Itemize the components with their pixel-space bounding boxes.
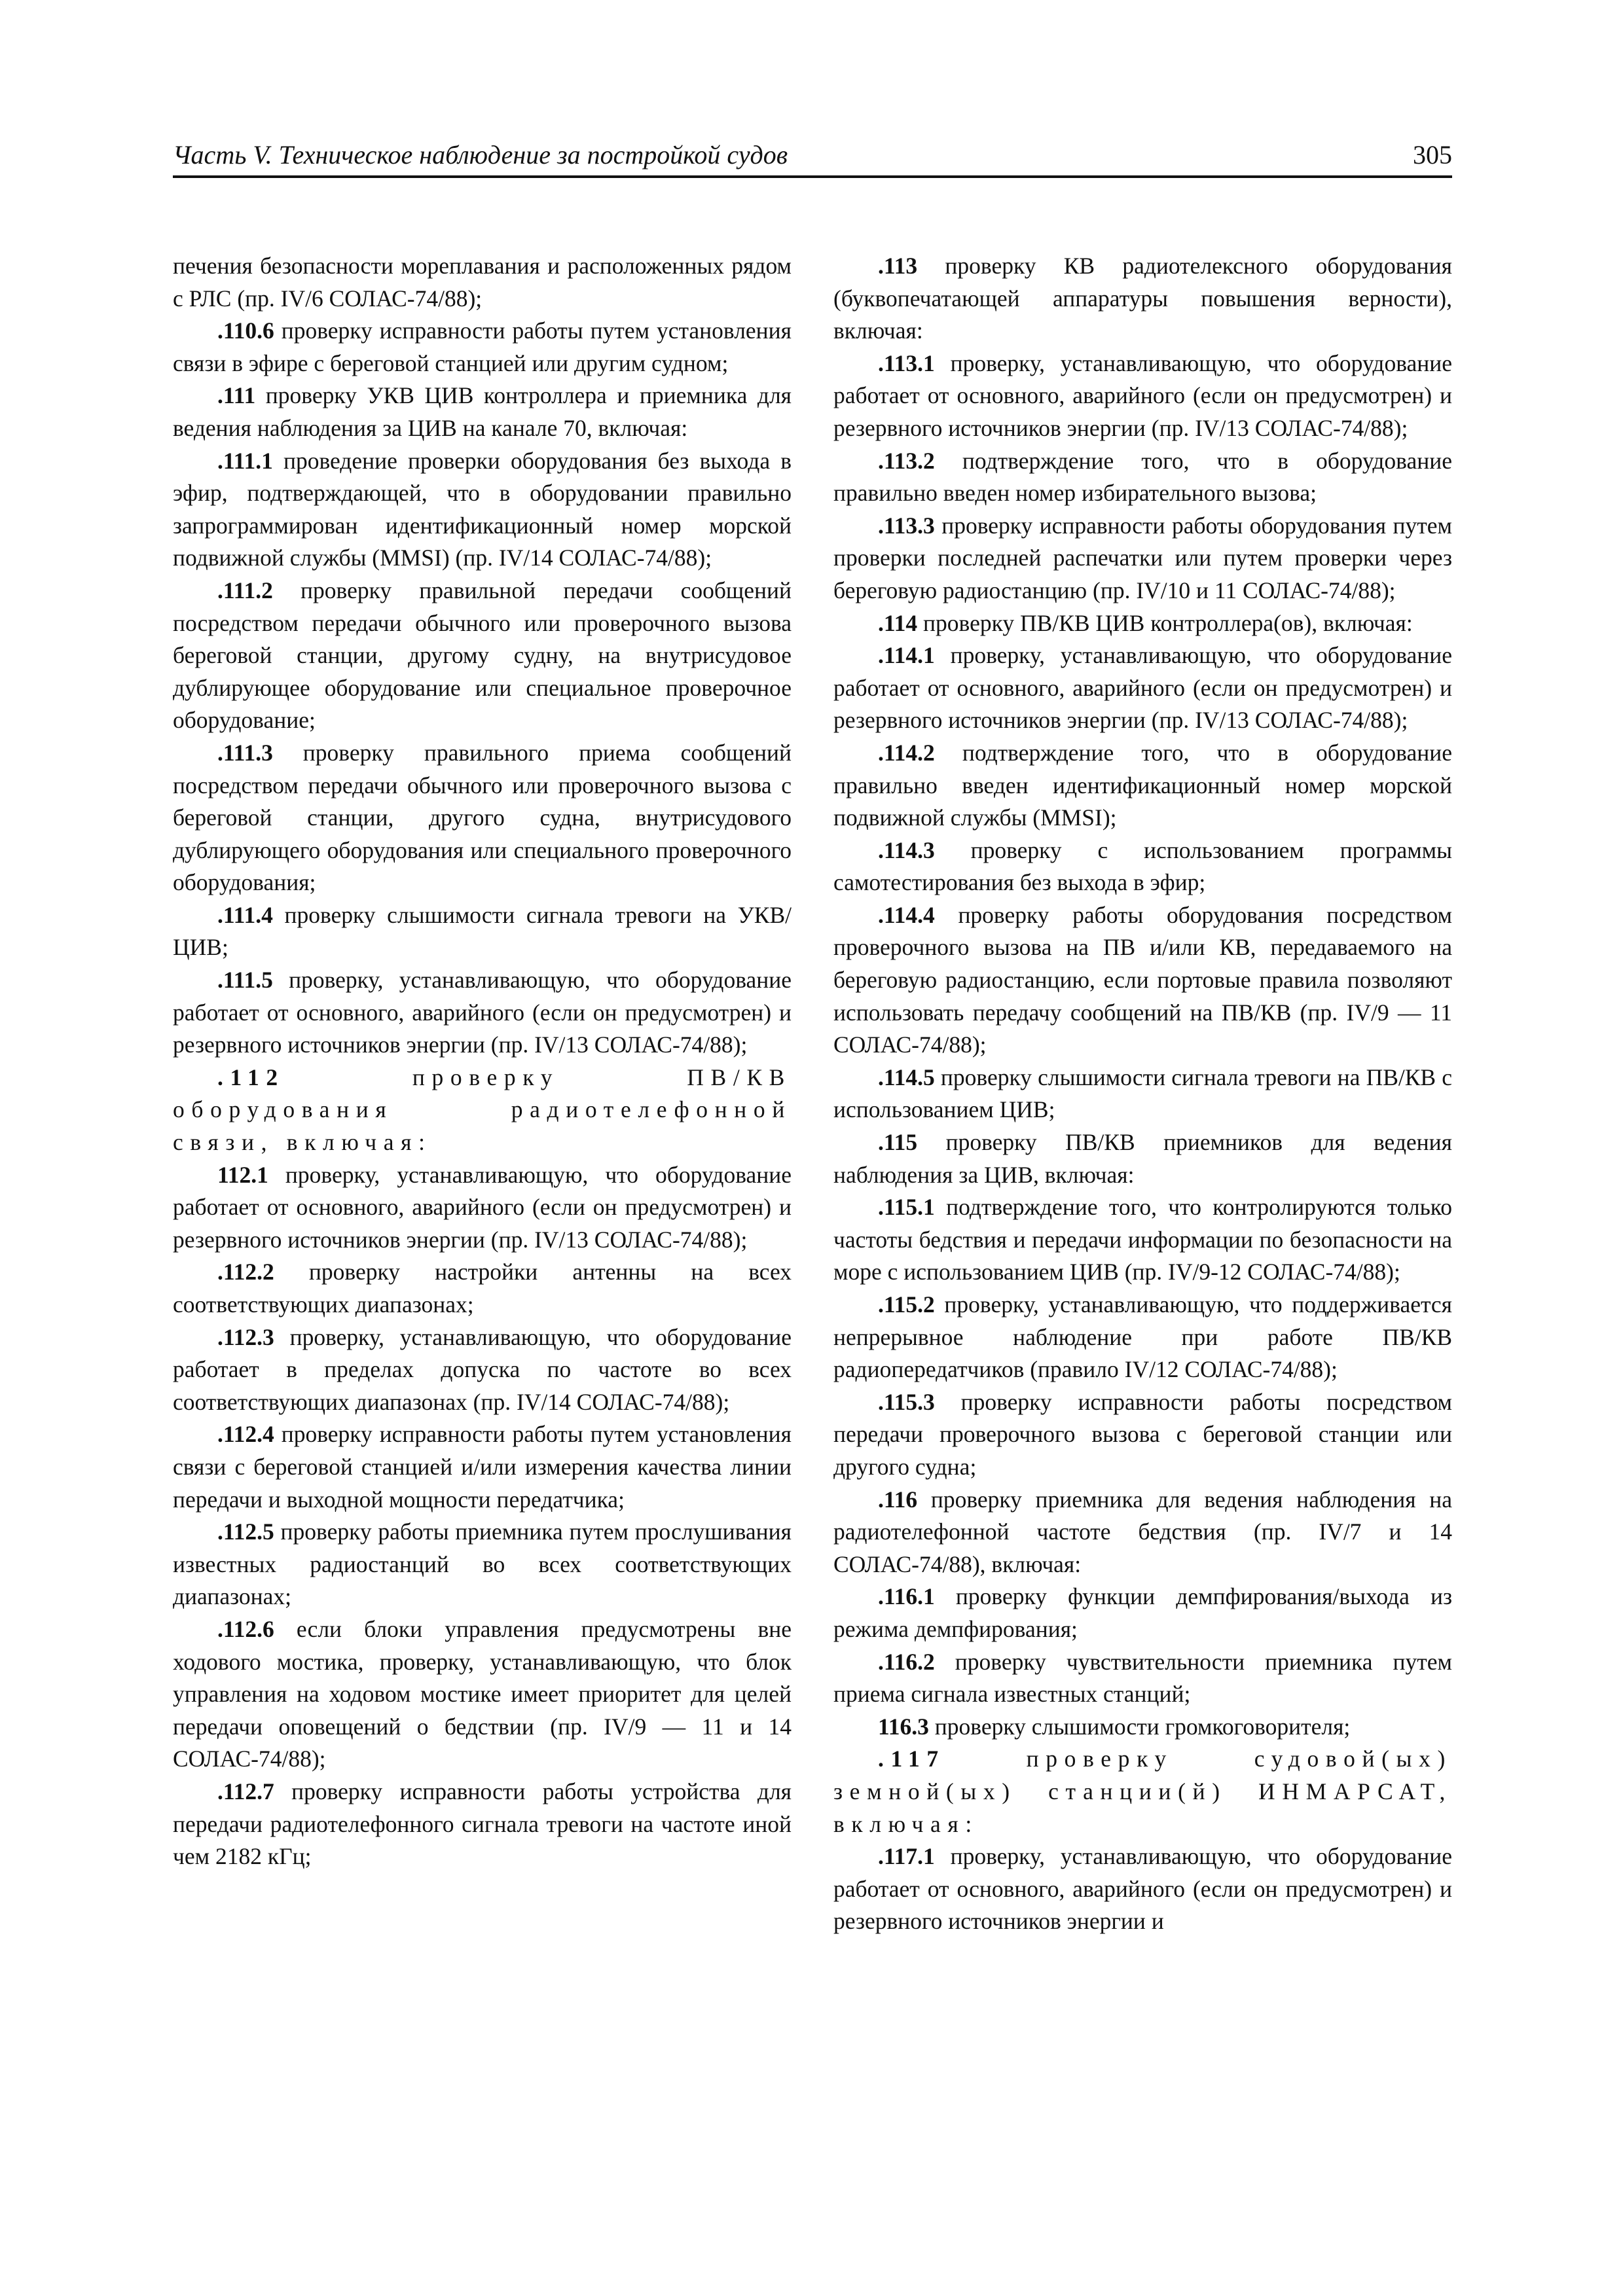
item-number: .115.2 bbox=[878, 1291, 935, 1318]
item-number: .114.1 bbox=[878, 642, 935, 669]
item-number: .115.3 bbox=[878, 1388, 935, 1415]
item-text: подтверждение того, что в оборудование правильно введен номер избирательного вызова; bbox=[833, 447, 1452, 507]
item-number: .114.5 bbox=[878, 1064, 935, 1090]
item-number: .116.1 bbox=[878, 1583, 935, 1610]
item-116-2 bbox=[833, 1646, 1452, 1711]
item-text: проверку чувствительности приемника путем приема сигнала известных станций; bbox=[833, 1648, 1452, 1708]
item-number: .113 bbox=[878, 253, 918, 279]
item-115-3 bbox=[833, 1386, 1452, 1484]
item-112-1 bbox=[173, 1159, 792, 1257]
item-111-2 bbox=[173, 575, 792, 737]
item-114 bbox=[833, 607, 1452, 640]
item-number: 116.3 bbox=[878, 1713, 929, 1740]
item-text: проверку исправности работы устройства для передачи радиотелефонного сигнала тревоги на частоте иной чем 2182 кГц; bbox=[173, 1778, 792, 1870]
item-115 bbox=[833, 1126, 1452, 1191]
item-text: проверку ПВ/КВ оборудования радиотелефонной связи, включая: bbox=[173, 1064, 792, 1156]
item-117-1 bbox=[833, 1840, 1452, 1938]
item-text: проверку исправности работы оборудования путем проверки последней распечатки или путем проверки через береговую радиостанцию (пр. IV/10 и 11 СОЛАС-74/88); bbox=[833, 512, 1452, 603]
page-header bbox=[173, 136, 1452, 178]
item-110-6 bbox=[173, 315, 792, 380]
item-text: проверку УКВ ЦИВ контроллера и приемника для ведения наблюдения за ЦИВ на канале 70, включая: bbox=[173, 382, 792, 441]
item-text: проверку исправности работы путем установления связи в эфире с береговой станцией или другим судном; bbox=[173, 317, 792, 376]
item-number: .112.6 bbox=[217, 1615, 274, 1642]
item-text: проверку правильной передачи сообщений посредством передачи обычного или проверочного вызова береговой станции, другому судну, на внутрисудовое дублирующее оборудование или специальное проверочное оборудование; bbox=[173, 577, 792, 734]
item-112-7 bbox=[173, 1776, 792, 1873]
item-number: .112.2 bbox=[217, 1259, 274, 1285]
item-number: .113.2 bbox=[878, 447, 935, 474]
item-text: проверку, устанавливающую, что оборудование работает в пределах допуска по частоте во всех соответствующих диапазонах (пр. IV/14 СОЛАС-74/88); bbox=[173, 1323, 792, 1415]
running-title: Часть V. Техническое наблюдение за постройкой судов bbox=[173, 140, 788, 170]
item-number: .113.3 bbox=[878, 512, 935, 539]
item-114-4 bbox=[833, 899, 1452, 1062]
item-number: .115.1 bbox=[878, 1194, 935, 1221]
item-114-3 bbox=[833, 834, 1452, 899]
item-text: проверку слышимости громкоговорителя; bbox=[928, 1713, 1351, 1740]
item-text: проверку исправности работы путем установления связи с береговой станцией и/или измерения качества линии передачи и выходной мощности передатчика; bbox=[173, 1421, 792, 1513]
item-number: .112.3 bbox=[217, 1323, 274, 1350]
right-column bbox=[833, 250, 1452, 1938]
item-text: проверку, устанавливающую, что оборудование работает от основного, аварийного (если он предусмотрен) и резервного источников энергии (пр. IV/13 СОЛАС-74/88); bbox=[833, 350, 1452, 441]
item-number: .116.2 bbox=[878, 1648, 935, 1675]
item-text: проверку, устанавливающую, что оборудование работает от основного, аварийного (если он предусмотрен) и резервного источников энергии и bbox=[833, 1843, 1452, 1935]
item-113-1 bbox=[833, 348, 1452, 445]
item-112-3 bbox=[173, 1321, 792, 1419]
item-115-1 bbox=[833, 1191, 1452, 1289]
item-112-4 bbox=[173, 1418, 792, 1516]
item-text: проверку ПВ/КВ приемников для ведения наблюдения за ЦИВ, включая: bbox=[833, 1129, 1452, 1188]
item-116-3 bbox=[833, 1711, 1452, 1744]
item-number: .111.3 bbox=[217, 739, 273, 766]
item-number: .112 bbox=[217, 1064, 285, 1090]
item-number: .114.4 bbox=[878, 901, 935, 928]
item-113 bbox=[833, 250, 1452, 348]
item-number: .110.6 bbox=[217, 317, 274, 344]
item-112-6 bbox=[173, 1613, 792, 1776]
item-number: .111.2 bbox=[217, 577, 273, 603]
item-114-1 bbox=[833, 639, 1452, 737]
item-text: проверку приемника для ведения наблюдения на радиотелефонной частоте бедствия (пр. IV/7 и 14 СОЛАС-74/88), включая: bbox=[833, 1486, 1452, 1577]
item-111-5 bbox=[173, 964, 792, 1062]
item-number: .114.3 bbox=[878, 836, 935, 863]
item-text: проверку слышимости сигнала тревоги на УКВ/ЦИВ; bbox=[173, 901, 792, 961]
item-text: если блоки управления предусмотрены вне ходового мостика, проверку, устанавливающую, что блок управления на ходовом мостике имеет приоритет для целей передачи оповещений о бедствии (пр. IV/9 — 11 и 14 СОЛАС-74/88); bbox=[173, 1615, 792, 1772]
item-number: .117 bbox=[878, 1746, 945, 1772]
page-number: 305 bbox=[1413, 140, 1452, 170]
item-112 bbox=[173, 1062, 792, 1159]
item-number: .116 bbox=[878, 1486, 918, 1513]
item-number: .112.4 bbox=[217, 1421, 274, 1448]
item-text: проверку с использованием программы самотестирования без выхода в эфир; bbox=[833, 836, 1452, 896]
item-text: проверку, устанавливающую, что оборудование работает от основного, аварийного (если он предусмотрен) и резервного источников энергии (пр. IV/13 СОЛАС-74/88); bbox=[173, 1161, 792, 1253]
item-number: 112.1 bbox=[217, 1161, 268, 1188]
item-114-2 bbox=[833, 737, 1452, 834]
item-number: .112.7 bbox=[217, 1778, 274, 1804]
item-113-3 bbox=[833, 510, 1452, 607]
item-number: .114 bbox=[878, 609, 918, 636]
item-111-1 bbox=[173, 445, 792, 575]
item-text: проверку, устанавливающую, что оборудование работает от основного, аварийного (если он предусмотрен) и резервного источников энергии (пр. IV/13 СОЛАС-74/88); bbox=[833, 642, 1452, 734]
item-111-3 bbox=[173, 737, 792, 899]
item-117 bbox=[833, 1743, 1452, 1840]
item-112-2 bbox=[173, 1256, 792, 1321]
item-115-2 bbox=[833, 1289, 1452, 1386]
item-text: проверку работы приемника путем прослушивания известных радиостанций во всех соответствующих диапазонах; bbox=[173, 1518, 792, 1610]
item-text: подтверждение того, что в оборудование правильно введен идентификационный номер морской подвижной службы (MMSI); bbox=[833, 739, 1452, 831]
item-text: проведение проверки оборудования без выхода в эфир, подтверждающей, что в оборудовании правильно запрограммирован идентификационный номер морской подвижной службы (MMSI) (пр. IV/14 СОЛАС-74/88); bbox=[173, 447, 792, 571]
item-number: .112.5 bbox=[217, 1518, 274, 1545]
item-114-5 bbox=[833, 1062, 1452, 1126]
left-column bbox=[173, 250, 792, 1873]
item-text: проверку, устанавливающую, что оборудование работает от основного, аварийного (если он предусмотрен) и резервного источников энергии (пр. IV/13 СОЛАС-74/88); bbox=[173, 967, 792, 1058]
item-text: подтверждение того, что контролируются только частоты бедствия и передачи информации по безопасности на море с использованием ЦИВ (пр. IV/9-12 СОЛАС-74/88); bbox=[833, 1194, 1452, 1285]
item-113-2 bbox=[833, 445, 1452, 510]
continuation-paragraph: печения безопасности мореплавания и расположенных рядом с РЛС (пр. IV/6 СОЛАС-74/88); bbox=[173, 253, 792, 312]
item-111-4 bbox=[173, 899, 792, 964]
item-text: проверку исправности работы посредством передачи проверочного вызова с береговой станции или другого судна; bbox=[833, 1388, 1452, 1480]
item-number: .111.1 bbox=[217, 447, 273, 474]
item-number: .113.1 bbox=[878, 350, 935, 376]
item-text: проверку ПВ/КВ ЦИВ контроллера(ов), включая: bbox=[917, 609, 1413, 636]
item-116 bbox=[833, 1484, 1452, 1581]
item-text: проверку КВ радиотелексного оборудования (буквопечатающей аппаратуры повышения верности), включая: bbox=[833, 253, 1452, 344]
item-number: .111.5 bbox=[217, 967, 273, 994]
item-text: проверку правильного приема сообщений посредством передачи обычного или проверочного вызова с береговой станции, другого судна, внутрисудового дублирующего оборудования или специального проверочного оборудования; bbox=[173, 739, 792, 896]
item-number: .115 bbox=[878, 1129, 918, 1156]
item-number: .114.2 bbox=[878, 739, 935, 766]
item-116-1 bbox=[833, 1581, 1452, 1645]
item-text: проверку настройки антенны на всех соответствующих диапазонах; bbox=[173, 1259, 792, 1318]
item-112-5 bbox=[173, 1516, 792, 1613]
item-text: проверку судовой(ых) земной(ых) станции(й) ИНМАРСАТ, включая: bbox=[833, 1746, 1452, 1837]
item-111 bbox=[173, 380, 792, 444]
item-text: проверку, устанавливающую, что поддерживается непрерывное наблюдение при работе ПВ/КВ радиопередатчиков (правило IV/12 СОЛАС-74/88); bbox=[833, 1291, 1452, 1383]
item-number: .111 bbox=[217, 382, 256, 409]
item-number: .117.1 bbox=[878, 1843, 935, 1870]
item-number: .111.4 bbox=[217, 901, 273, 928]
item-text: проверку функции демпфирования/выхода из режима демпфирования; bbox=[833, 1583, 1452, 1642]
item-text: проверку работы оборудования посредством проверочного вызова на ПВ и/или КВ, передаваемого на береговую радиостанцию, если портовые правила позволяют использовать передачу сообщений на ПВ/КВ (пр. IV/9 — 11 СОЛАС-74/88); bbox=[833, 901, 1452, 1058]
item-text: проверку слышимости сигнала тревоги на ПВ/КВ с использованием ЦИВ; bbox=[833, 1064, 1452, 1123]
